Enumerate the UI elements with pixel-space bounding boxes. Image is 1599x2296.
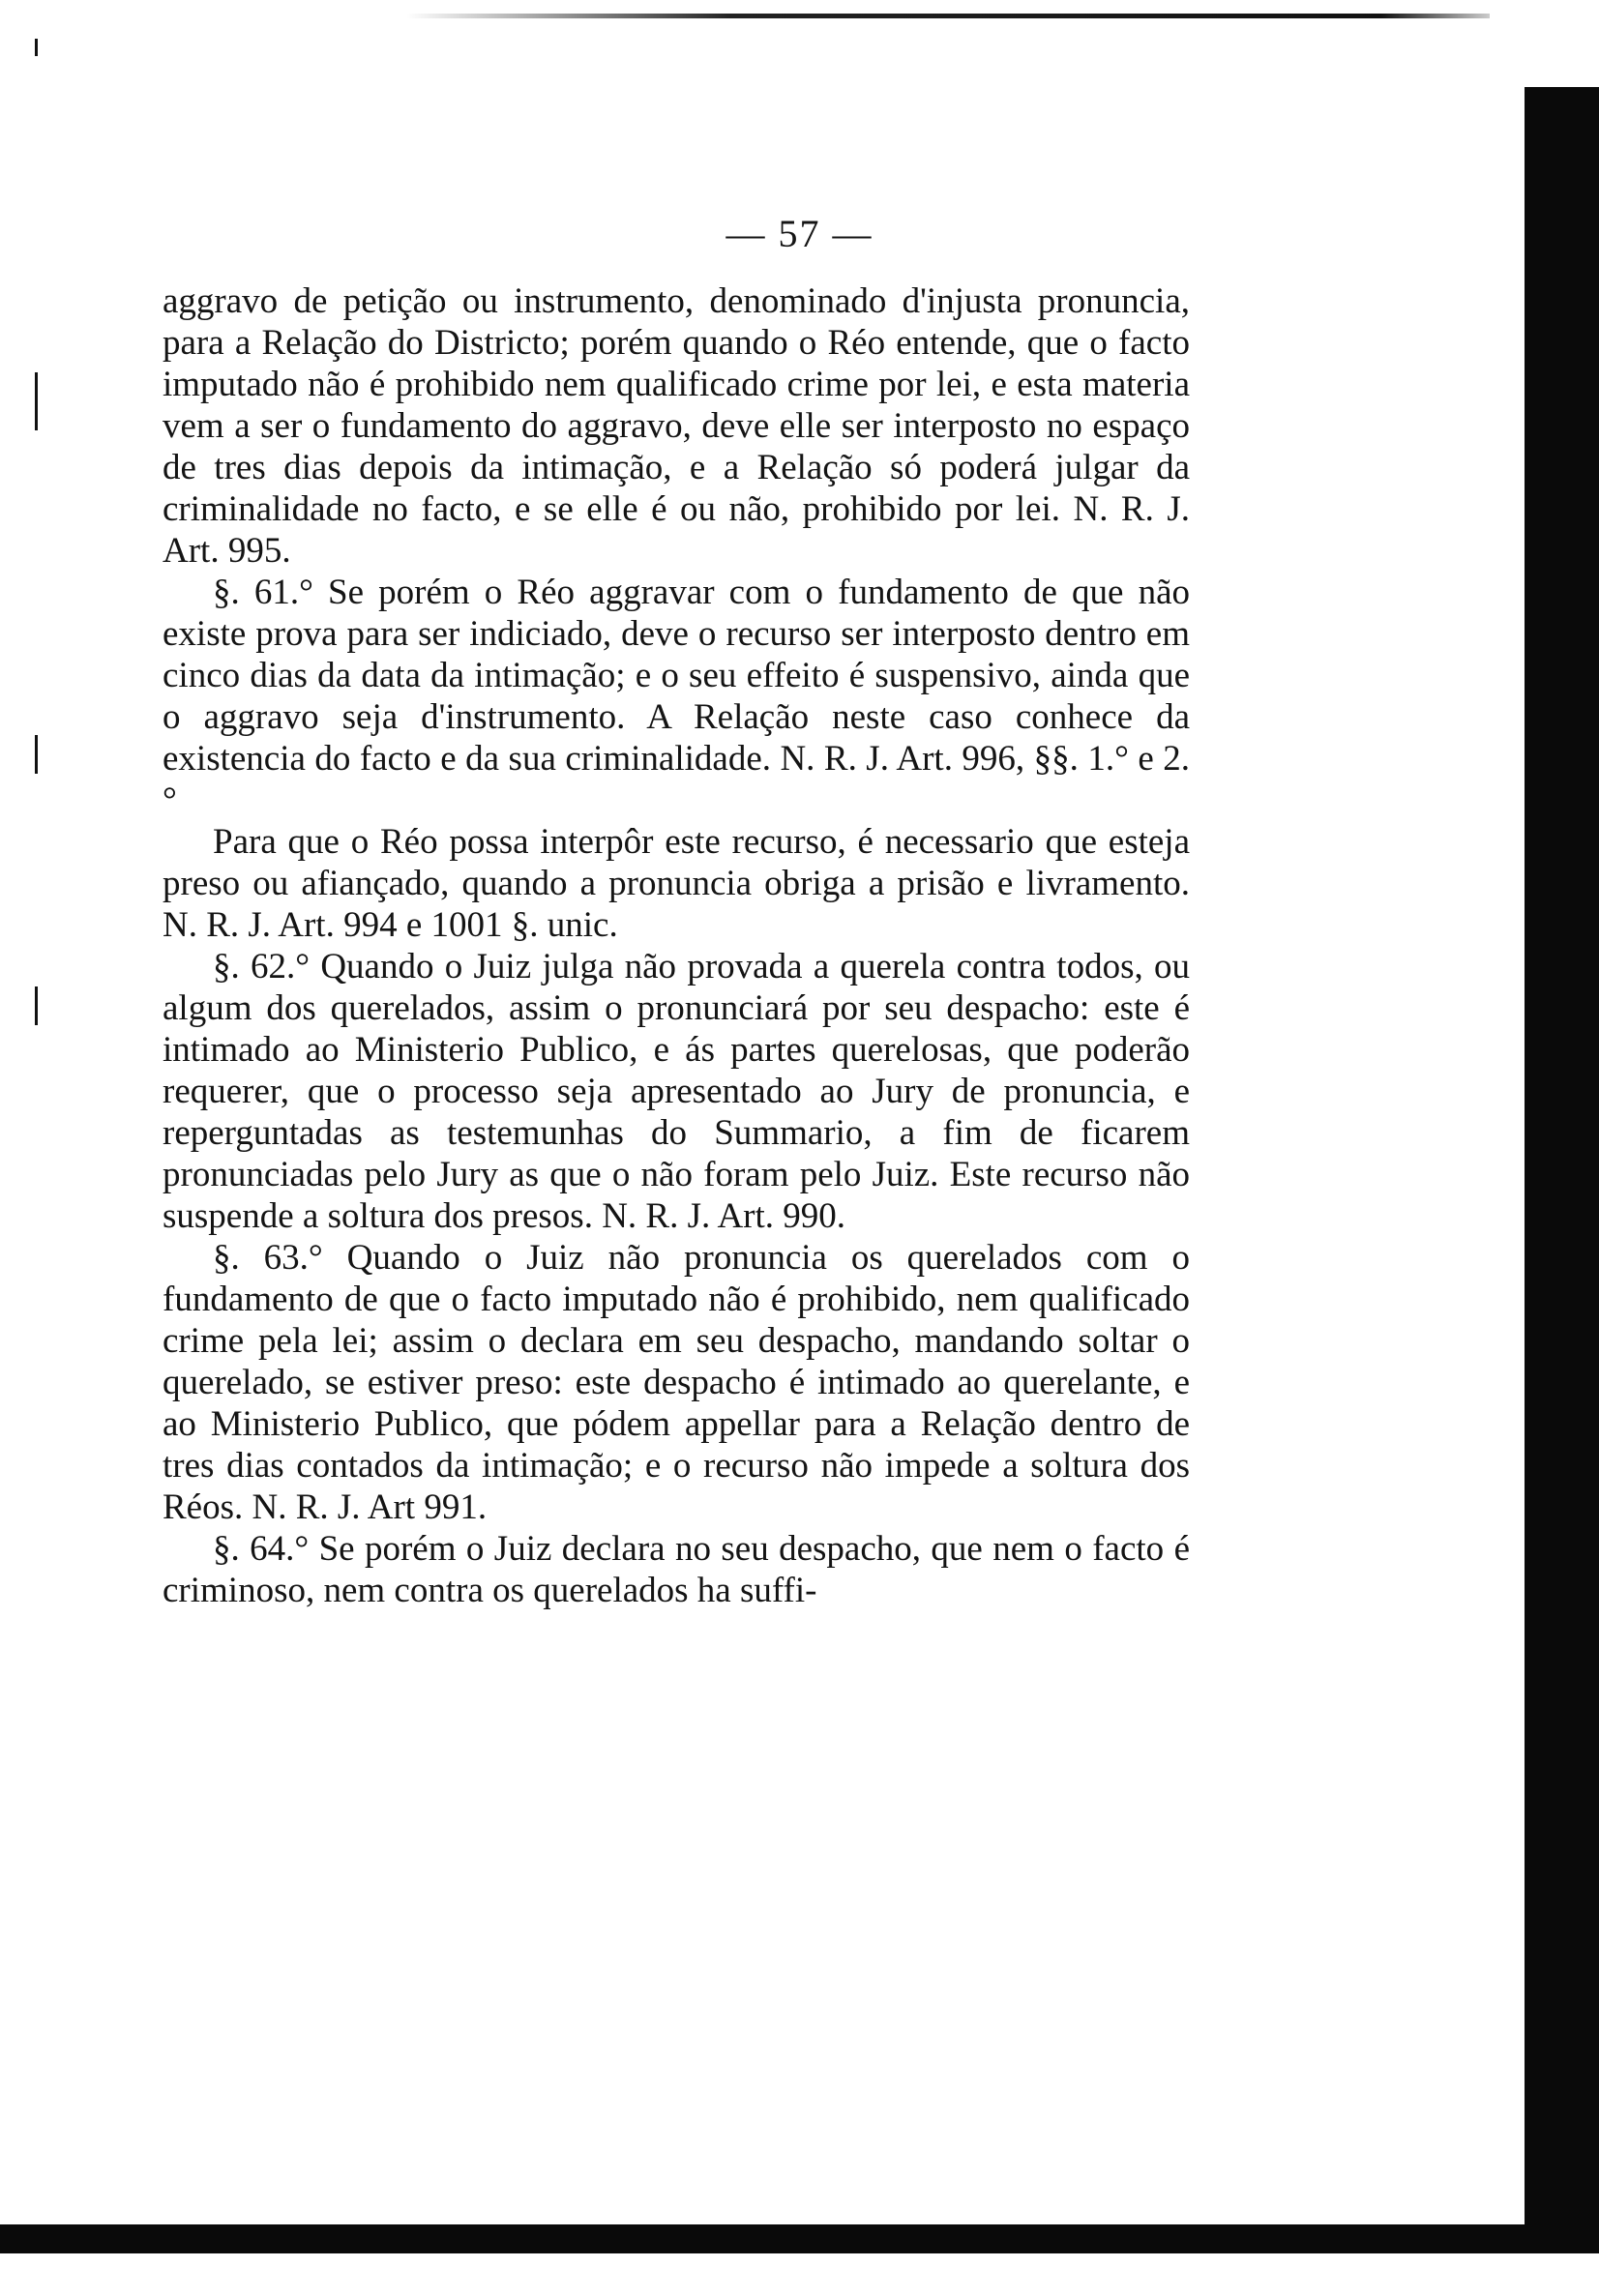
page-number: — 57 — bbox=[725, 212, 874, 255]
scan-mark-left bbox=[35, 39, 38, 56]
paragraph: aggravo de petição ou instrumento, denominado d'injusta pronuncia, para a Relação do Districto; porém quando o Réo entende, que o facto imputado não é prohibido nem qualificado crime por lei, e esta materia vem a ser o fundamento do aggravo, deve elle ser interposto no espaço de tres dias depois da intimação, e a Relação só poderá julgar da criminalidade no facto, e se elle é ou não, prohibido por lei. N. R. J. Art. 995. bbox=[163, 281, 1190, 571]
scan-mark-left bbox=[35, 735, 38, 774]
scan-edge-top bbox=[406, 14, 1490, 18]
scan-edge-right bbox=[1525, 87, 1599, 2224]
paragraph: §. 62.° Quando o Juiz julga não provada a querela contra todos, ou algum dos querelados, assim o pronunciará por seu despacho: este é intimado ao Ministerio Publico, e ás partes querelosas, que poderão requerer, que o processo seja apresentado ao Jury de pronuncia, e reperguntadas as testemunhas do Summario, a fim de ficarem pronunciadas pelo Jury as que o não foram pelo Juiz. Este recurso não suspende a soltura dos presos. N. R. J. Art. 990. bbox=[163, 947, 1190, 1236]
paragraph: §. 61.° Se porém o Réo aggravar com o fundamento de que não existe prova para ser indiciado, deve o recurso ser interposto dentro em cinco dias da data da intimação; e o seu effeito é suspensivo, ainda que o aggravo seja d'instrumento. A Relação neste caso conhece da existencia do facto e da sua criminalidade. N. R. J. Art. 996, §§. 1.° e 2.° bbox=[163, 573, 1190, 820]
scan-mark-left bbox=[35, 986, 38, 1025]
paragraph: Para que o Réo possa interpôr este recurso, é necessario que esteja preso ou afiançado, quando a pronuncia obriga a prisão e livramento. N. R. J. Art. 994 e 1001 §. unic. bbox=[163, 822, 1190, 945]
paragraph: §. 63.° Quando o Juiz não pronuncia os querelados com o fundamento de que o facto imputado não é prohibido, nem qualificado crime pela lei; assim o declara em seu despacho, mandando soltar o querelado, se estiver preso: este despacho é intimado ao querelante, e ao Ministerio Publico, que pódem appellar para a Relação dentro de tres dias contados da intimação; e o recurso não impede a soltura dos Réos. N. R. J. Art 991. bbox=[163, 1238, 1190, 1527]
body-text bbox=[163, 280, 1190, 1611]
paragraph: §. 64.° Se porém o Juiz declara no seu despacho, que nem o facto é criminoso, nem contra os querelados ha suffi- bbox=[163, 1529, 1190, 1610]
scan-edge-bottom bbox=[0, 2224, 1599, 2253]
scan-mark-left bbox=[35, 372, 38, 430]
